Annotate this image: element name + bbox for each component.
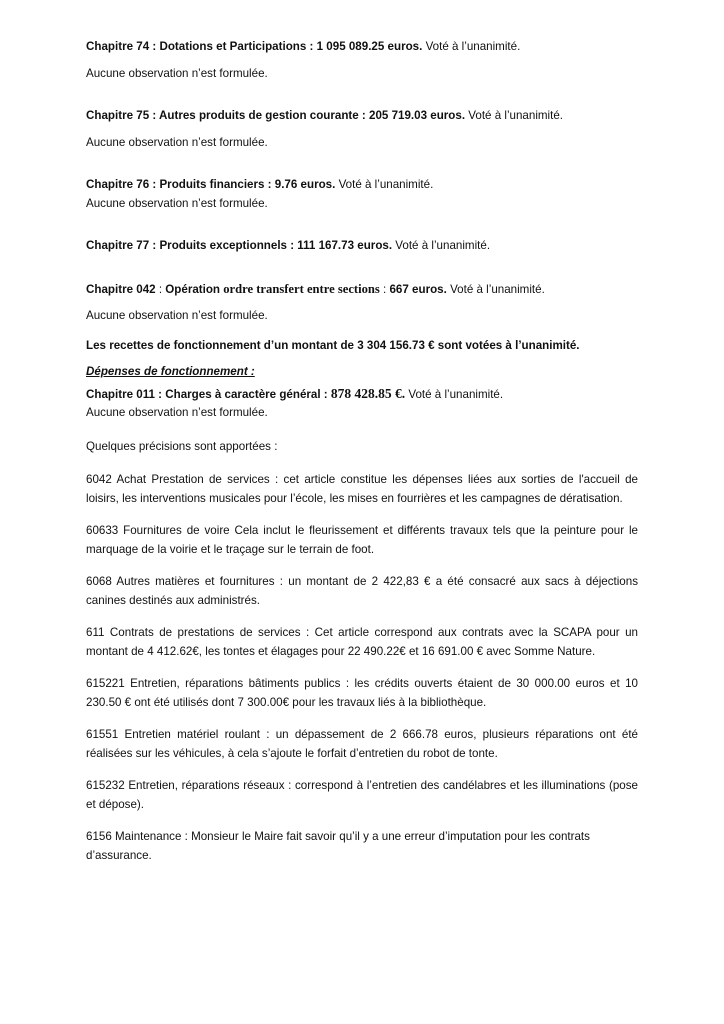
chapitre-042-observation: Aucune observation n’est formulée. — [86, 309, 268, 322]
chapitre-042-amount: 667 euros. — [389, 282, 447, 296]
chapitre-011-title: Chapitre 011 : Charges à caractère général : — [86, 387, 331, 401]
chapitre-75-line — [86, 107, 638, 126]
detail-paragraph: 611 Contrats de prestations de services : Cet article correspond aux contrats avec la SCAPA pour un montant de 4 412.62€, les tontes et élagages pour 22 490.22€ et 16 691.00 € avec Somme Nature. — [86, 626, 638, 658]
recettes-summary: Les recettes de fonctionnement d’un montant de 3 304 156.73 € sont votées à l’unanimité. — [86, 338, 580, 352]
chapitre-042-line — [86, 280, 638, 300]
chapitre-75-vote: Voté à l’unanimité. — [465, 109, 564, 122]
chapitre-76-title: Chapitre 76 : Produits financiers : 9.76 euros. — [86, 178, 336, 191]
chapitre-76-line — [86, 176, 638, 195]
detail-paragraph: 6156 Maintenance : Monsieur le Maire fait savoir qu’il y a une erreur d’imputation pour les contrats d’assurance. — [86, 830, 590, 862]
chapitre-011-vote: Voté à l’unanimité. — [405, 387, 504, 401]
depenses-heading: Dépenses de fonctionnement : — [86, 365, 255, 378]
chapitre-042-operation: Opération — [165, 282, 224, 296]
chapitre-011-line — [86, 385, 638, 405]
chapitre-74-observation: Aucune observation n’est formulée. — [86, 66, 268, 80]
detail-paragraph: 615232 Entretien, réparations réseaux : correspond à l’entretien des candélabres et les illuminations (pose et dépose). — [86, 779, 638, 811]
chapitre-77-title: Chapitre 77 : Produits exceptionnels : 111 167.73 euros. — [86, 239, 393, 252]
chapitre-74-vote: Voté à l’unanimité. — [422, 40, 521, 53]
chapitre-042-label: Chapitre 042 — [86, 282, 156, 296]
detail-paragraph: 61551 Entretien matériel roulant : un dépassement de 2 666.78 euros, plusieurs réparations ont été réalisées sur les véhicules, à cela s’ajoute le forfait d’entretien du robot de tonte. — [86, 728, 638, 760]
document-page — [86, 38, 638, 865]
chapitre-74-line — [86, 38, 638, 57]
chapitre-77-line — [86, 237, 638, 256]
chapitre-042-sep1: : — [155, 282, 166, 296]
chapitre-75-observation: Aucune observation n’est formulée. — [86, 135, 268, 149]
chapitre-042-vote: Voté à l’unanimité. — [446, 282, 545, 296]
chapitre-042-transfer: ordre transfert entre sections — [223, 281, 380, 296]
chapitre-74-title: Chapitre 74 : Dotations et Participations : 1 095 089.25 euros. — [86, 40, 423, 53]
chapitre-76-vote: Voté à l’unanimité. — [335, 178, 434, 191]
detail-paragraph: 6068 Autres matières et fournitures : un montant de 2 422,83 € a été consacré aux sacs à déjections canines destinés aux administrés. — [86, 575, 638, 607]
chapitre-76-observation: Aucune observation n’est formulée. — [86, 196, 268, 210]
chapitre-77-vote: Voté à l’unanimité. — [392, 239, 491, 252]
precisions-intro: Quelques précisions sont apportées : — [86, 439, 278, 453]
detail-paragraph: 60633 Fournitures de voire Cela inclut le fleurissement et différents travaux tels que la peinture pour le marquage de la voirie et le traçage sur le terrain de foot. — [86, 524, 638, 556]
detail-paragraph: 615221 Entretien, réparations bâtiments publics : les crédits ouverts étaient de 30 000.00 euros et 10 230.50 € ont été utilisés dont 7 300.00€ pour les travaux liés à la bibliothèque. — [86, 677, 638, 709]
chapitre-011-observation: Aucune observation n’est formulée. — [86, 406, 268, 419]
chapitre-042-sep2: : — [379, 282, 390, 296]
detail-paragraph: 6042 Achat Prestation de services : cet article constitue les dépenses liées aux sorties de l'accueil de loisirs, les interventions musicales pour l’école, les mises en fourrières et les campagnes de dératisation. — [86, 473, 638, 505]
chapitre-75-title: Chapitre 75 : Autres produits de gestion courante : 205 719.03 euros. — [86, 109, 466, 122]
chapitre-011-amount: 878 428.85 €. — [330, 385, 406, 401]
